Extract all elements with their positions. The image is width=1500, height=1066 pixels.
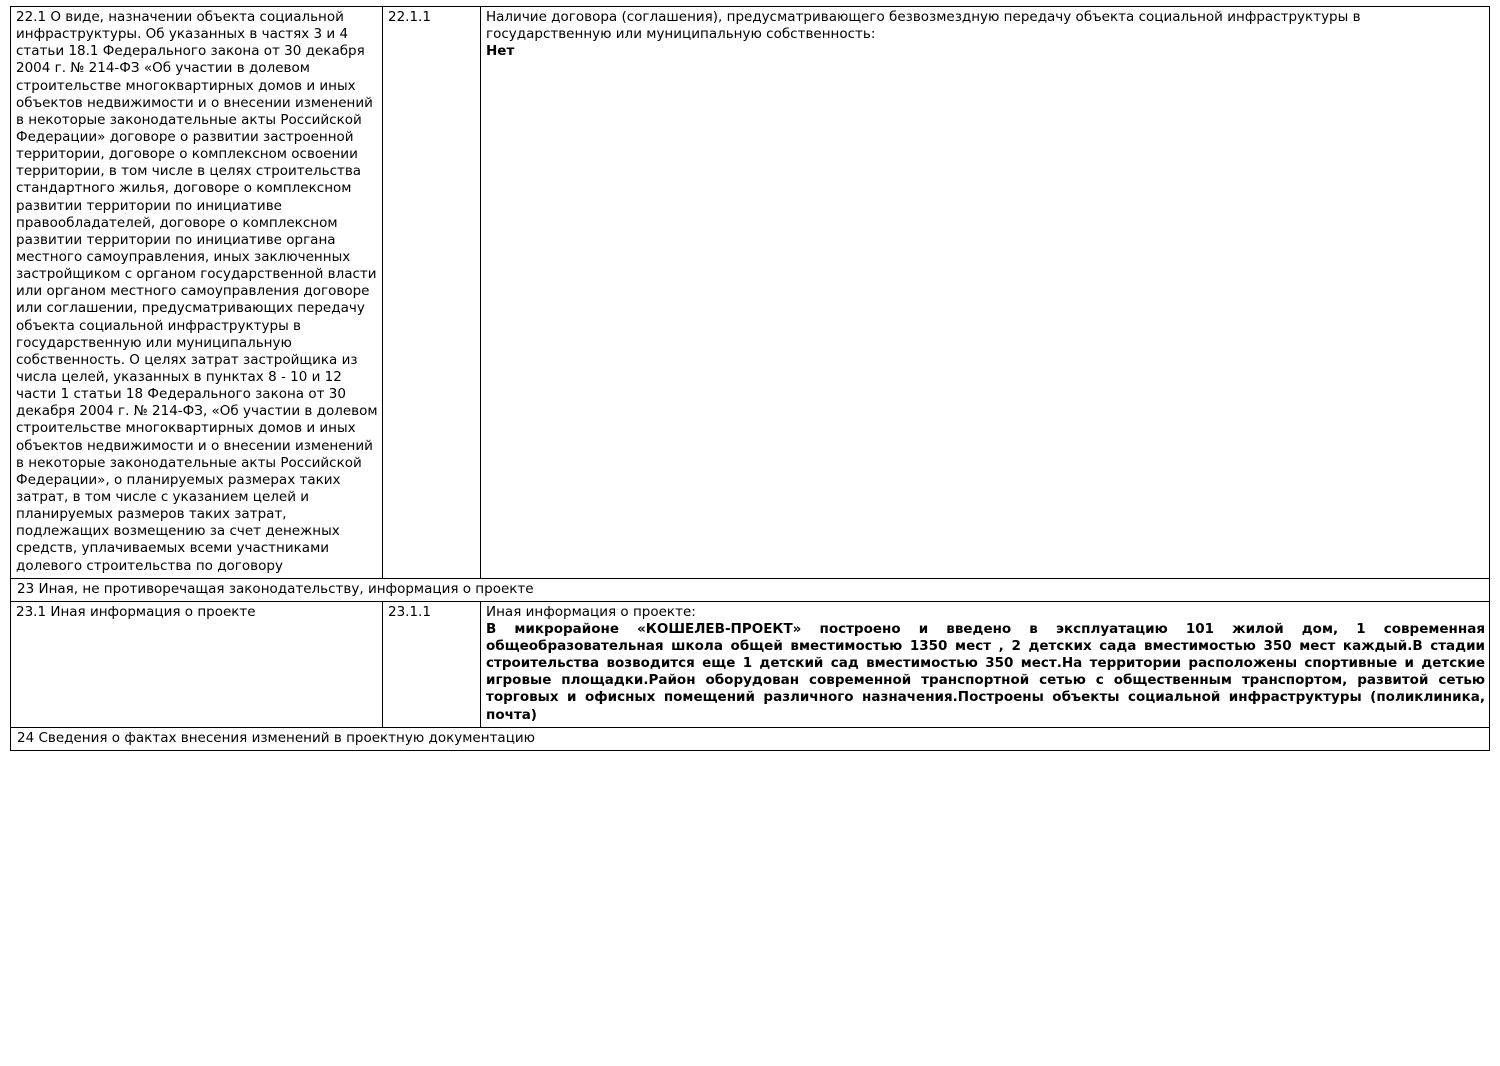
row-231-description-text: 23.1 Иная информация о проекте [16,603,256,620]
row-231-subnumber-text: 23.1.1 [388,603,431,620]
answer-231-label-text: Иная информация о проекте: [486,603,696,620]
table-row [11,601,1490,727]
row-231-answer-cell [481,601,1490,727]
row-231-description-cell [11,601,383,727]
row-231-subnumber-cell [383,601,481,727]
section-23-header-text: 23 Иная, не противоречащая законодательству, информация о проекте [17,580,534,597]
declaration-table [10,6,1490,751]
declaration-document [10,6,1490,751]
section-header-row-24 [11,727,1490,750]
row-answer-cell [481,7,1490,579]
section-header-row-23 [11,578,1490,601]
answer-value-text: Нет [486,43,515,60]
section-23-header-cell [11,578,1490,601]
table-row [11,7,1490,579]
answer-label-text: Наличие договора (соглашения), предусматривающего безвозмездную передачу объекта социальной инфраструктуры в государственную или муниципальную собственность: [486,9,1365,43]
row-subnumber-cell [383,7,481,579]
section-24-header-text: 24 Сведения о фактах внесения изменений в проектную документацию [17,729,536,746]
row-description-cell [11,7,383,579]
row-description-text: 22.1 О виде, назначении объекта социальной инфраструктуры. Об указанных в частях 3 и 4 статьи 18.1 Федерального закона от 30 декабря 2004 г. № 214-ФЗ «Об участии в долевом строительстве многоквартирных домов и иных объектов недвижимости и о внесении изменений в некоторые законодательные акты Российской Федерации» договоре о развитии застроенной территории, договоре о комплексном освоении территории, в том числе в целях строительства стандартного жилья, договоре о комплексном развитии территории по инициативе правообладателей, договоре о комплексном развитии территории по инициативе органа местного самоуправления, иных заключенных застройщиком с органом государственной власти или органом местного самоуправления договоре или соглашении, предусматривающих передачу объекта социальной инфраструктуры в государственную или муниципальную собственность. О целях затрат застройщика из числа целей, указанных в пунктах 8 - 10 и 12 части 1 статьи 18 Федерального закона от 30 декабря 2004 г. № 214-ФЗ, «Об участии в долевом строительстве многоквартирных домов и иных объектов недвижимости и о внесении изменений в некоторые законодательные акты Российской Федерации», о планируемых размерах таких затрат, в том числе с указанием целей и планируемых размеров таких затрат, подлежащих возмещению за счет денежных средств, уплачиваемых всеми участниками долевого строительства по договору [16,9,382,574]
row-subnumber-text: 22.1.1 [388,9,431,25]
section-24-header-cell [11,727,1490,750]
answer-231-value-text: В микрорайоне «КОШЕЛЕВ-ПРОЕКТ» построено и введено в эксплуатацию 101 жилой дом, 1 современная общеобразовательная школа общей вместимостью 1350 мест , 2 детских сада вместимостью 350 мест каждый.В стадии строительства возводится еще 1 детский сад вместимостью 350 мест.На территории расположены спортивные и детские игровые площадки.Район оборудован современной транспортной сетью с общественным транспортом, развитой сетью торговых и офисных помещений различного назначения.Построены объекты социальной инфраструктуры (поликлиника, почта) [486,620,1490,723]
